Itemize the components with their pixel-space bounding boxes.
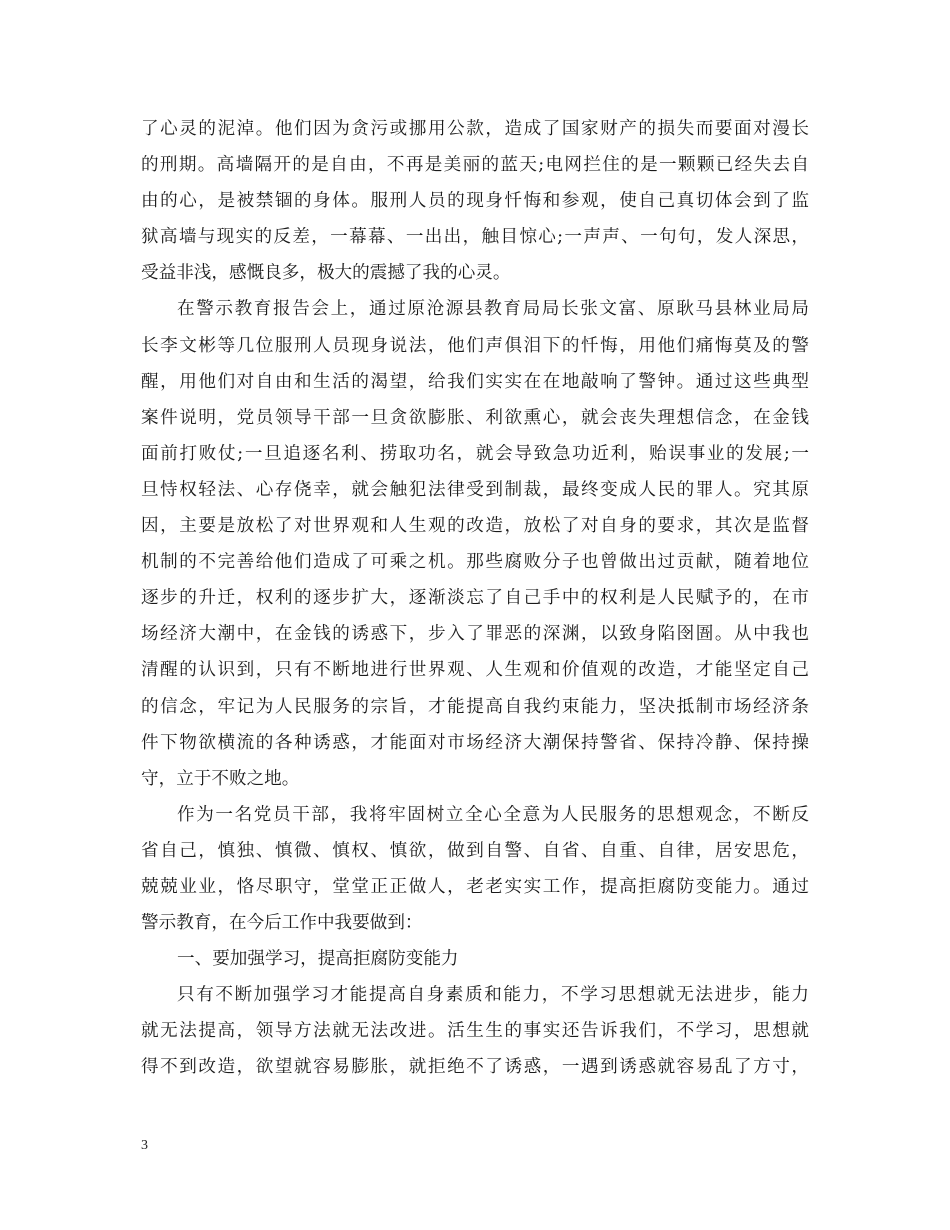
- paragraph: [141, 291, 809, 796]
- paragraph: [141, 111, 809, 291]
- text-line: 作为一名党员干部，我将牢固树立全心全意为人民服务的思想观念，不断反: [177, 804, 809, 825]
- text-line: 就无法提高，领导方法就无法改进。活生生的事实还告诉我们，不学习，思想就: [141, 1021, 809, 1042]
- text-line: 场经济大潮中，在金钱的诱惑下，步入了罪恶的深渊，以致身陷囹圄。从中我也: [141, 624, 809, 645]
- text-line: 旦恃权轻法、心存侥幸，就会触犯法律受到制裁，最终变成人民的罪人。究其原: [141, 479, 809, 500]
- page-number: 3: [141, 1138, 148, 1153]
- body-text: [141, 111, 809, 1086]
- text-line: 在警示教育报告会上，通过原沧源县教育局局长张文富、原耿马县林业局局: [177, 299, 809, 320]
- text-line: 由的心，是被禁锢的身体。服刑人员的现身忏悔和参观，使自己真切体会到了监: [141, 191, 809, 212]
- text-line: 机制的不完善给他们造成了可乘之机。那些腐败分子也曾做出过贡献，随着地位: [141, 552, 809, 573]
- paragraph: [141, 941, 809, 977]
- text-line: 狱高墙与现实的反差，一幕幕、一出出，触目惊心;一声声、一句句，发人深思，: [141, 227, 809, 248]
- text-line: 长李文彬等几位服刑人员现身说法，他们声俱泪下的忏悔，用他们痛悔莫及的警: [141, 335, 809, 356]
- text-line: 只有不断加强学习才能提高自身素质和能力，不学习思想就无法进步，能力: [177, 985, 809, 1006]
- text-line: 面前打败仗;一旦追逐名利、捞取功名，就会导致急功近利，贻误事业的发展;一: [141, 443, 809, 464]
- text-line: 件下物欲横流的各种诱惑，才能面对市场经济大潮保持警省、保持冷静、保持操: [141, 732, 809, 753]
- text-line: 受益非浅，感慨良多，极大的震撼了我的心灵。: [141, 263, 511, 284]
- text-line: 兢兢业业，恪尽职守，堂堂正正做人，老老实实工作，提高拒腐防变能力。通过: [141, 876, 809, 897]
- text-line: 逐步的升迁，权利的逐步扩大，逐渐淡忘了自己手中的权利是人民赋予的，在市: [141, 588, 809, 609]
- text-line: 案件说明，党员领导干部一旦贪欲膨胀、利欲熏心，就会丧失理想信念，在金钱: [141, 407, 809, 428]
- text-line: 醒，用他们对自由和生活的渴望，给我们实实在在地敲响了警钟。通过这些典型: [141, 371, 809, 392]
- text-line: 清醒的认识到，只有不断地进行世界观、人生观和价值观的改造，才能坚定自己: [141, 660, 809, 681]
- text-line: 了心灵的泥淖。他们因为贪污或挪用公款，造成了国家财产的损失而要面对漫长: [141, 119, 809, 139]
- text-line: 一、要加强学习，提高拒腐防变能力: [177, 949, 459, 970]
- text-line: 因，主要是放松了对世界观和人生观的改造，放松了对自身的要求，其次是监督: [141, 516, 809, 537]
- text-line: 的信念，牢记为人民服务的宗旨，才能提高自我约束能力，坚决抵制市场经济条: [141, 696, 809, 717]
- text-line: 省自己，慎独、慎微、慎权、慎欲，做到自警、自省、自重、自律，居安思危，: [141, 840, 809, 861]
- text-line: 警示教育，在今后工作中我要做到：: [141, 913, 423, 934]
- text-line: 守，立于不败之地。: [141, 768, 300, 789]
- paragraph: [141, 797, 809, 941]
- text-line: 得不到改造，欲望就容易膨胀，就拒绝不了诱惑，一遇到诱惑就容易乱了方寸，: [141, 1057, 809, 1078]
- paragraph: [141, 977, 809, 1085]
- text-line: 的刑期。高墙隔开的是自由，不再是美丽的蓝天;电网拦住的是一颗颗已经失去自: [141, 155, 809, 176]
